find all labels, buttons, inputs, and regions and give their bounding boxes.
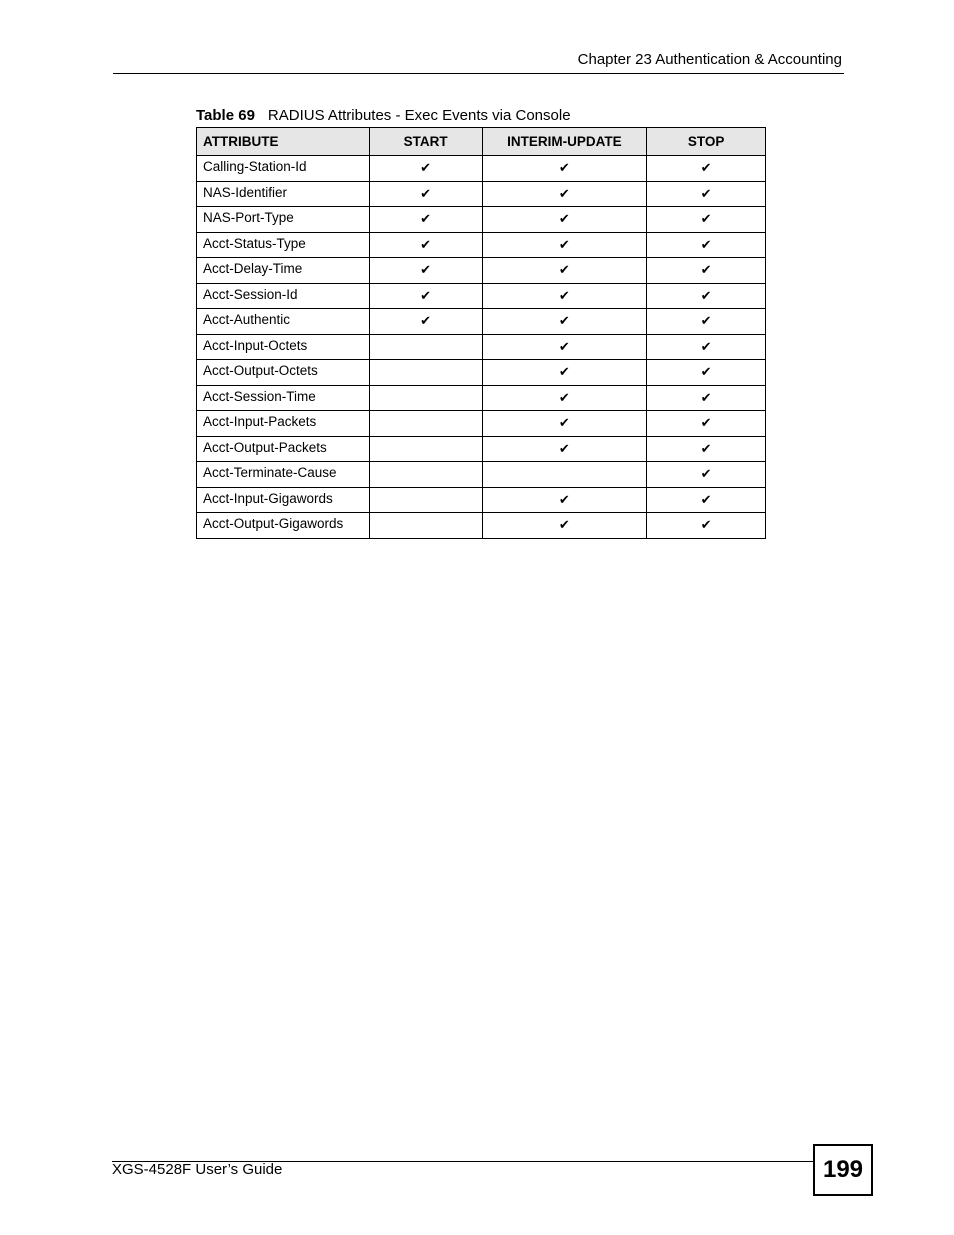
- stop-check: ✔: [647, 385, 766, 411]
- attribute-name: Acct-Output-Packets: [197, 436, 370, 462]
- attribute-name: Acct-Input-Gigawords: [197, 487, 370, 513]
- stop-check: ✔: [647, 181, 766, 207]
- start-check: ✔: [369, 309, 482, 335]
- stop-check: ✔: [647, 156, 766, 182]
- start-check: [369, 385, 482, 411]
- stop-check: ✔: [647, 487, 766, 513]
- stop-check: ✔: [647, 283, 766, 309]
- stop-check: ✔: [647, 513, 766, 539]
- table-row: [197, 207, 766, 233]
- stop-check: ✔: [647, 360, 766, 386]
- start-check: [369, 334, 482, 360]
- start-check: [369, 411, 482, 437]
- stop-check: ✔: [647, 334, 766, 360]
- stop-check: ✔: [647, 436, 766, 462]
- interim-update-check: ✔: [482, 283, 647, 309]
- stop-check: ✔: [647, 258, 766, 284]
- attribute-name: Acct-Session-Id: [197, 283, 370, 309]
- interim-update-check: ✔: [482, 436, 647, 462]
- interim-update-check: ✔: [482, 487, 647, 513]
- start-check: ✔: [369, 207, 482, 233]
- table-row: [197, 487, 766, 513]
- interim-update-check: [482, 462, 647, 488]
- header-start: START: [369, 128, 482, 156]
- table-row: [197, 462, 766, 488]
- start-check: [369, 360, 482, 386]
- start-check: ✔: [369, 283, 482, 309]
- header-stop: STOP: [647, 128, 766, 156]
- start-check: [369, 436, 482, 462]
- table-title: RADIUS Attributes - Exec Events via Console: [267, 107, 571, 124]
- start-check: ✔: [369, 156, 482, 182]
- table-header-row: [197, 128, 766, 156]
- start-check: ✔: [369, 258, 482, 284]
- stop-check: ✔: [647, 309, 766, 335]
- attribute-name: Acct-Input-Octets: [197, 334, 370, 360]
- table-row: [197, 436, 766, 462]
- start-check: [369, 513, 482, 539]
- table-row: [197, 181, 766, 207]
- stop-check: ✔: [647, 232, 766, 258]
- start-check: [369, 462, 482, 488]
- table-caption: [196, 107, 571, 125]
- table-row: [197, 156, 766, 182]
- table-row: [197, 513, 766, 539]
- attribute-name: Acct-Output-Octets: [197, 360, 370, 386]
- table-row: [197, 258, 766, 284]
- interim-update-check: ✔: [482, 334, 647, 360]
- attribute-name: NAS-Port-Type: [197, 207, 370, 233]
- table-row: [197, 283, 766, 309]
- interim-update-check: ✔: [482, 181, 647, 207]
- attribute-name: NAS-Identifier: [197, 181, 370, 207]
- table-row: [197, 232, 766, 258]
- start-check: ✔: [369, 232, 482, 258]
- table-row: [197, 334, 766, 360]
- interim-update-check: ✔: [482, 258, 647, 284]
- table-row: [197, 360, 766, 386]
- attribute-name: Acct-Output-Gigawords: [197, 513, 370, 539]
- attribute-name: Calling-Station-Id: [197, 156, 370, 182]
- start-check: ✔: [369, 181, 482, 207]
- interim-update-check: ✔: [482, 385, 647, 411]
- attribute-name: Acct-Delay-Time: [197, 258, 370, 284]
- header-divider: [113, 73, 844, 74]
- stop-check: ✔: [647, 207, 766, 233]
- interim-update-check: ✔: [482, 513, 647, 539]
- interim-update-check: ✔: [482, 207, 647, 233]
- attribute-name: Acct-Authentic: [197, 309, 370, 335]
- table-number: Table 69: [196, 107, 255, 124]
- chapter-header: Chapter 23 Authentication & Accounting: [577, 51, 842, 68]
- interim-update-check: ✔: [482, 360, 647, 386]
- attribute-name: Acct-Status-Type: [197, 232, 370, 258]
- footer-guide-title: XGS-4528F User’s Guide: [112, 1161, 283, 1178]
- header-attribute: ATTRIBUTE: [197, 128, 370, 156]
- stop-check: ✔: [647, 411, 766, 437]
- interim-update-check: ✔: [482, 156, 647, 182]
- interim-update-check: ✔: [482, 232, 647, 258]
- table-row: [197, 309, 766, 335]
- interim-update-check: ✔: [482, 309, 647, 335]
- stop-check: ✔: [647, 462, 766, 488]
- start-check: [369, 487, 482, 513]
- page-number: 199: [813, 1144, 873, 1196]
- attribute-name: Acct-Terminate-Cause: [197, 462, 370, 488]
- header-interim-update: INTERIM-UPDATE: [482, 128, 647, 156]
- table-row: [197, 385, 766, 411]
- table-row: [197, 411, 766, 437]
- attribute-name: Acct-Input-Packets: [197, 411, 370, 437]
- interim-update-check: ✔: [482, 411, 647, 437]
- radius-attributes-table: [196, 127, 766, 539]
- attribute-name: Acct-Session-Time: [197, 385, 370, 411]
